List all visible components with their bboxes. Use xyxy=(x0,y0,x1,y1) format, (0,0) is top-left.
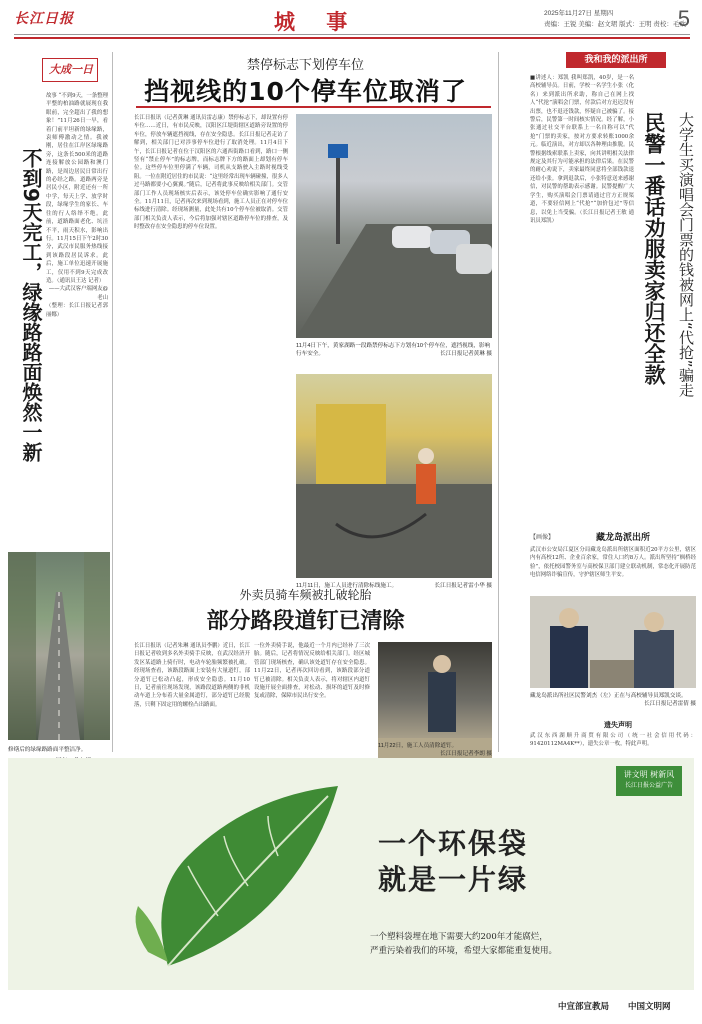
police-photo-credit: 长江日报记者雷倩 摄 xyxy=(644,701,696,707)
masthead xyxy=(14,6,690,36)
marking-removal-illustration xyxy=(296,374,492,578)
story1-headline[interactable]: 挡视线的10个停车位取消了 xyxy=(144,77,467,106)
header-meta xyxy=(544,8,686,30)
parking-photo-caption xyxy=(296,342,492,358)
marking-removal-photo xyxy=(296,374,492,578)
footer-org1: 中宣部宣教局 xyxy=(558,1002,610,1012)
story1-text: 长江日报讯（记者黄琳 通讯员雷志康）禁停标志下，却设置有停车位……近日，有市民反映，汉阳区江堤街辖区道路旁设置的停车位，停放车辆遮挡视线，存在安全隐患。长江日报记者走访了解到，相关部门已对涉事停车位进行了取消处理。11月4日下午，长江日报记者在位于汉阳区的六通西街路口看到，路口一侧竖有“禁止停车”的标志牌，而标志牌下方的路面上却划有停车位。这些停车位里停满了车辆，司机从支路驶入主路时视线受阻。一位在附近居住的市民说：“这里经常出现车辆碰撞，很多人过马路都要小心翼翼。”随后，记者将此事反映给相关部门。交管部门工作人员现场核实后表示，该处停车位确实影响了通行安全。11月11日，记者再次来到现场看到，施工人员正在对停车位标线进行清除。经现场测量，此处共有10个停车位被取消。交管部门相关负责人表示，今后将加强对辖区道路停车位的排查，及时整改存在安全隐患的停车位设置。 xyxy=(134,115,288,231)
left-article-author: ——大武汉客户端网友@老山 xyxy=(48,286,108,301)
story2-headline[interactable]: 部分路段道钉已清除 xyxy=(206,609,405,634)
police-photo xyxy=(530,596,696,688)
column-divider-right xyxy=(498,52,499,752)
newspaper-logo: 长江日报 xyxy=(14,11,74,27)
left-article-note: （整理：长江日报记者郭丽娜） xyxy=(46,303,108,318)
ad-subtitle-line1: 一个塑料袋埋在地下需要大约200年才能腐烂， xyxy=(370,932,548,942)
police-illustration xyxy=(530,596,696,688)
right-headline[interactable]: 民警一番话劝服卖家归还全款 xyxy=(642,112,666,385)
nail-photo-caption-text: 11月22日，施工人员清除道钉。 xyxy=(378,743,458,749)
left-column xyxy=(8,52,108,753)
story2-text-b: 一位外卖骑手说，他最近一个月内已经补了三次胎。随后，记者将情况反映给相关部门。经区城管部门现场核查，确认该处道钉存在安全隐患。11月22日，记者再次回访看到，该路段部分道钉已被清除。相关负责人表示，将对辖区内道钉设施开展全面排查，对松动、损坏的道钉及时修复或清除，保障市民出行安全。 xyxy=(254,643,370,700)
police-photo-caption xyxy=(530,692,696,708)
column-brand-text: 大成一日 xyxy=(49,63,93,76)
column-tag: 我和我的派出所 xyxy=(566,52,666,68)
column-brand xyxy=(42,58,98,82)
nail-photo-caption-visible xyxy=(378,742,492,758)
right-subheadline: 大学生买演唱会门票的钱被网上“代抢”骗走 xyxy=(677,112,695,398)
ad-title-line2: 就是一片绿 xyxy=(378,863,529,896)
police-photo-caption-text: 藏龙岛派出所社区民警刘杰（左）正在与高校辅导员郑凯交谈。 xyxy=(530,693,687,699)
parking-photo-caption-text: 11月4日下午，黄家湖路一段路禁停标志下方划有10个停车位，遮挡视线，影响行车安全。 xyxy=(296,343,491,357)
ad-emblem-sub: 长江日报公益广告 xyxy=(624,782,673,789)
road-photo xyxy=(8,552,110,740)
editors-line: 责编：王锐 美编：赵文珺 版式：王明 责校：毛欢 xyxy=(544,21,686,28)
nail-photo-credit: 长江日报记者李朗 摄 xyxy=(440,751,492,757)
ad-subtitle-line2: 严重污染着我们的环境，希望大家都能重复使用。 xyxy=(370,946,558,956)
ad-emblem-text: 讲文明 树新风 xyxy=(623,770,675,779)
ad-title-line1: 一个环保袋 xyxy=(378,827,529,860)
ad-footer xyxy=(0,998,702,1018)
parking-illustration xyxy=(296,114,492,338)
story1-kicker: 禁停标志下划停车位 xyxy=(246,58,364,73)
section-title: 城 事 xyxy=(274,9,360,34)
portrait-label: 【画像】 xyxy=(530,534,555,541)
parking-photo-credit: 长江日报记者黄琳 摄 xyxy=(440,351,492,357)
right-column xyxy=(502,52,694,752)
police-station-title: 藏龙岛派出所 xyxy=(596,533,651,543)
story2-text-a: 长江日报讯（记者朱琳 通讯员李鹏）近日，长江日报记者收到多名外卖骑手反映，在武汉经济开发区某道路上骑行时，电动车轮胎频繁被扎破。经现场查看，该路段路面上安装有大量道钉，部分道钉已松动凸起，形成安全隐患。11月10日，记者前往现场发现，该路段道路两侧的非机动车道上分布着大量金属道钉，部分道钉已经脱落，只剩下固定用的螺栓凸出路面。 xyxy=(134,643,250,708)
leaf-bag-icon xyxy=(128,776,358,972)
left-article-body: 故事 “不到9天，一条整理平整的柏油路就展现在我眼前，完全超出了我的想象！”11月26日一早，看着门前平坦新的绿缘路，袁师傅激动之情。我被刚，居住在江岸区绿缘路旁，这条长500米的道路连接解放公园路和澳门路，是周边居民日常出行的必经之路。道路两旁是居民小区，附近还有一所中学，每天上学、放学时段，绿缘学生的家长、车往的行人络绎不绝。此前，道路路面老化、坑洼不平，雨天积水，影响出行。11月15日下午2时30分，武汉市民服务热线接到该路段居民诉求。此后，施工单位迅速开展施工，仅用不到9天完成改造。（通讯员王达 记者） xyxy=(46,93,108,284)
headline-underline xyxy=(136,106,491,108)
notice-body: 武汉东西湖顺升商贸有限公司（统一社会信用代码：91420112MA4K**），遗失公章一枚，特此声明。 xyxy=(530,733,696,748)
footer-org2: 中国文明网 xyxy=(628,1002,671,1012)
marking-photo-caption-text: 11月11日，施工人员进行清除标线施工。 xyxy=(296,583,398,589)
road-photo-caption-text: 修缮后的绿缘路路面平整洁净。 xyxy=(8,747,87,753)
page-number: 5 xyxy=(677,6,690,31)
road-photo-caption xyxy=(8,746,108,754)
police-station-intro xyxy=(530,546,696,594)
left-article xyxy=(46,92,108,512)
notice-title: 遗失声明 xyxy=(604,720,632,729)
header-rule xyxy=(14,34,690,35)
left-headline[interactable]: 不到9天完工，绿缘路路面焕然一新 xyxy=(19,148,43,462)
ad-emblem xyxy=(616,766,682,796)
date-line: 2025年11月27日 星期四 xyxy=(544,10,614,17)
police-station-text: 武汉市公安局江夏区分局藏龙岛派出所辖区面积近20平方公里，辖区内有高校12所、企业百余家，常住人口约8万人。派出所坚持“枫桥经验”，依托校园警务室与高校保卫部门建立联动机制，常态化开展防范电信网络诈骗宣传，守护辖区师生平安。 xyxy=(530,547,696,579)
public-service-ad xyxy=(8,758,694,990)
right-article-body: ■讲述人：郑凯 我叫郑凯，40岁，是一名高校辅导员。日前，学校一名学生小张（化名）来到派出所求助，称自己在网上找人“代抢”演唱会门票，付款后对方迟迟没有出票，也不退还钱款，怀疑自己被骗了。接警后，民警第一时间核实情况。经了解，小张通过社交平台联系上一名自称可以“代抢”门票的卖家，按对方要求转账1000余元。临近演出，对方却以各种理由推脱。民警根据线索联系上卖家，向其讲明相关法律规定及其行为可能承担的法律后果。在民警的耐心劝说下，卖家最终同意将全部钱款退还给小张。拿到退款后，小张特意送来感谢信，对民警的帮助表示感谢。民警提醒广大学生，购买演唱会门票请通过官方正规渠道，不要轻信网上“代抢”“加价包过”等信息，以免上当受骗。（长江日报记者王敏 通讯员郑凯） xyxy=(530,75,634,224)
column-divider-left xyxy=(112,52,113,752)
parking-photo xyxy=(296,114,492,338)
header-rule-red xyxy=(14,37,690,39)
story2-kicker: 外卖员骑车频被扎破轮胎 xyxy=(239,588,372,602)
marking-photo-credit: 长江日报记者雷小华 摄 xyxy=(434,583,492,589)
road-illustration xyxy=(8,552,110,740)
story1-body xyxy=(134,114,288,574)
right-article xyxy=(530,74,634,522)
